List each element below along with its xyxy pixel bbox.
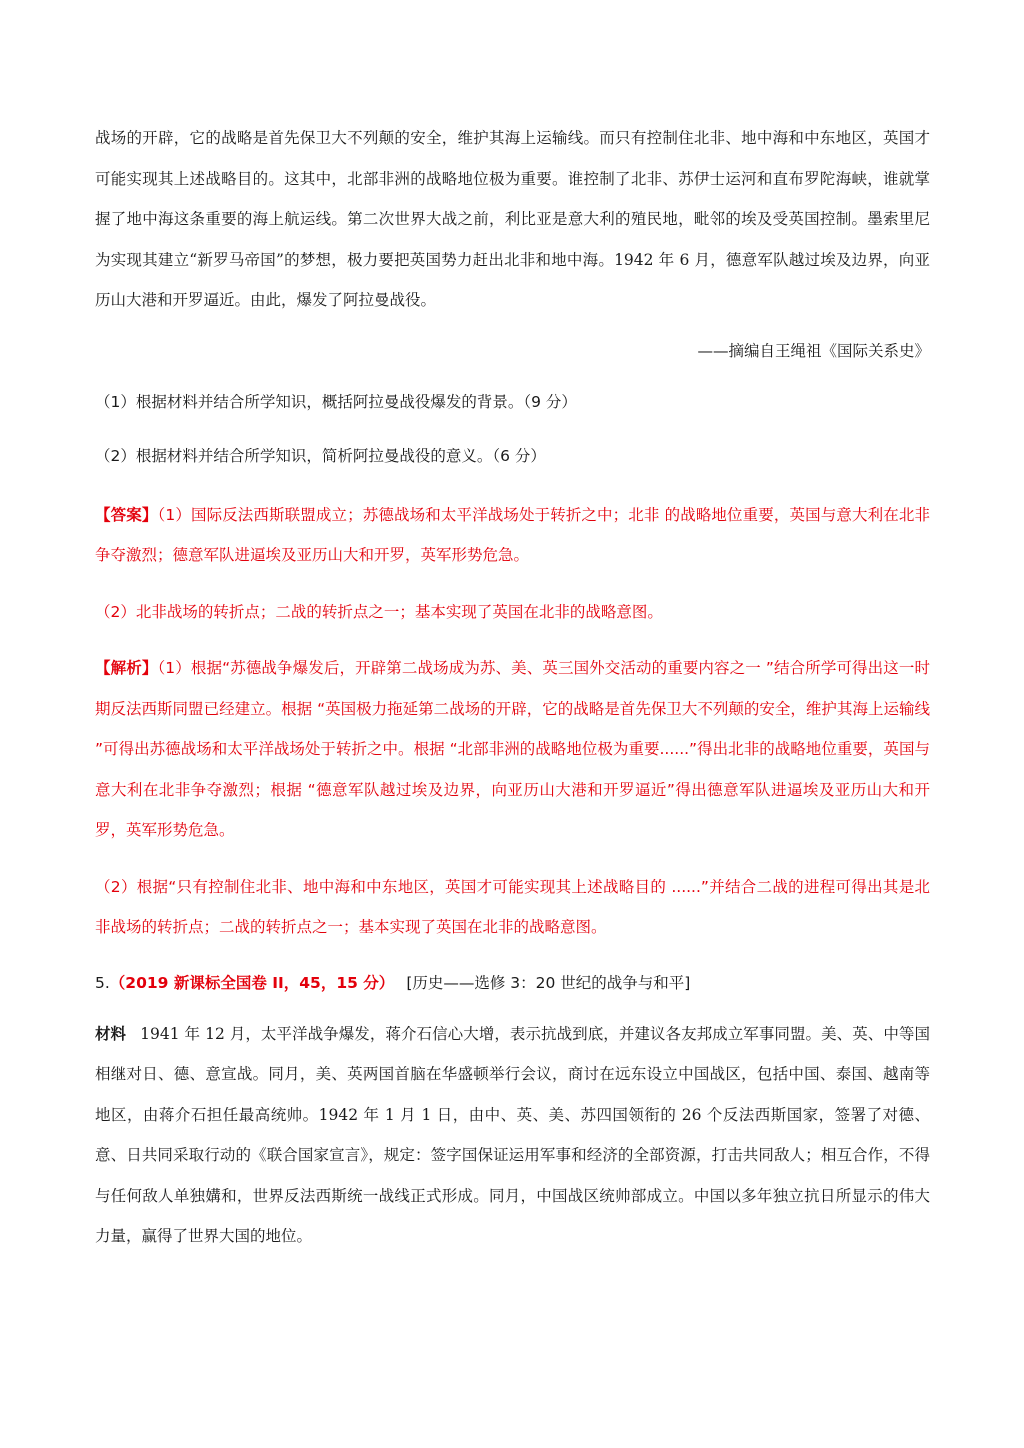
material-paragraph: 战场的开辟，它的战略是首先保卫大不列颠的安全，维护其海上运输线。而只有控制住北非、地中海和中东地区，英国才可能实现其上述战略目的。这其中，北部非洲的战略地位极为重要。谁控制了北非、苏伊士运河和直布罗陀海峡，谁就掌握了地中海这条重要的海上航运线。第二次世界大战之前，利比亚是意大利的殖民地，毗邻的埃及受英国控制。墨索里尼为实现其建立“新罗马帝国”的梦想，极力要把英国势力赶出北非和地中海。1942 年 6 月，德意军队越过埃及边界，向亚历山大港和开罗逼近。由此，爆发了阿拉曼战役。 <box>95 129 930 309</box>
analysis-tag: 【解析】 <box>95 659 158 677</box>
document-page <box>95 118 930 1257</box>
material-text: 1941 年 12 月，太平洋战争爆发，蒋介石信心大增，表示抗战到底，并建议各友邦成立军事同盟。美、英、中等国相继对日、德、意宣战。同月，美、英两国首脑在华盛顿举行会议，商讨在远东设立中国战区，包括中国、泰国、越南等地区，由蒋介石担任最高统帅。1942 年 1 月 1 日，由中、英、美、苏四国领衔的 26 个反法西斯国家，签署了对德、意、日共同采取行动的《联合国家宣言》，规定：签字国保证运用军事和经济的全部资源，打击共同敌人；相互合作，不得与任何敌人单独媾和，世界反法西斯统一战线正式形成。同月，中国战区统帅部成立。中国以多年独立抗日所显示的伟大力量，赢得了世界大国的地位。 <box>95 1024 930 1245</box>
answer-part-1-text: （1）国际反法西斯联盟成立；苏德战场和太平洋战场处于转折之中；北非 的战略地位重要，英国与意大利在北非争夺激烈；德意军队进逼埃及亚历山大和开罗，英军形势危急。 <box>95 505 930 564</box>
problem-source: （2019 新课标全国卷 II，45，15 分） <box>109 973 395 992</box>
problem-number: 5. <box>95 973 110 992</box>
question-2: （2）根据材料并结合所学知识，简析阿拉曼战役的意义。（6 分） <box>95 446 546 465</box>
material-source: ——摘编自王绳祖《国际关系史》 <box>697 341 930 360</box>
analysis-part-1 <box>95 648 930 851</box>
analysis-part-1-text: （1）根据“苏德战争爆发后，开辟第二战场成为苏、美、英三国外交活动的重要内容之一 ”结合所学可得出这一时期反法西斯同盟已经建立。根据 “英国极力拖延第二战场的开辟，它的战略是首先保卫大不列颠的安全，维护其海上运输线 ”可得出苏德战场和太平洋战场处于转折之中。根据 “北部非洲的战略地位极为重要......”得出北非的战略地位重要，英国与意大利在北非争夺激烈；根据 “德意军队越过埃及边界，向亚历山大港和开罗逼近”得出德意军队进逼埃及亚历山大和开罗，英军形势危急。 <box>95 659 930 839</box>
question-1: （1）根据材料并结合所学知识，概括阿拉曼战役爆发的背景。（9 分） <box>95 392 577 411</box>
problem-topic: [历史——选修 3：20 世纪的战争与和平] <box>406 973 691 992</box>
answer-tag: 【答案】 <box>95 505 158 524</box>
material-label: 材料 <box>95 1023 127 1043</box>
answer-part-2: （2）北非战场的转折点；二战的转折点之一；基本实现了英国在北非的战略意图。 <box>95 602 663 621</box>
problem-5-material <box>95 1014 930 1257</box>
problem-5-heading <box>95 968 930 998</box>
analysis-part-2: （2）根据“只有控制住北非、地中海和中东地区，英国才可能实现其上述战略目的 ......”并结合二战的进程可得出其是北非战场的转折点；二战的转折点之一；基本实现了英国在北非的战略意图。 <box>95 877 930 936</box>
answer-part-1 <box>95 495 930 576</box>
